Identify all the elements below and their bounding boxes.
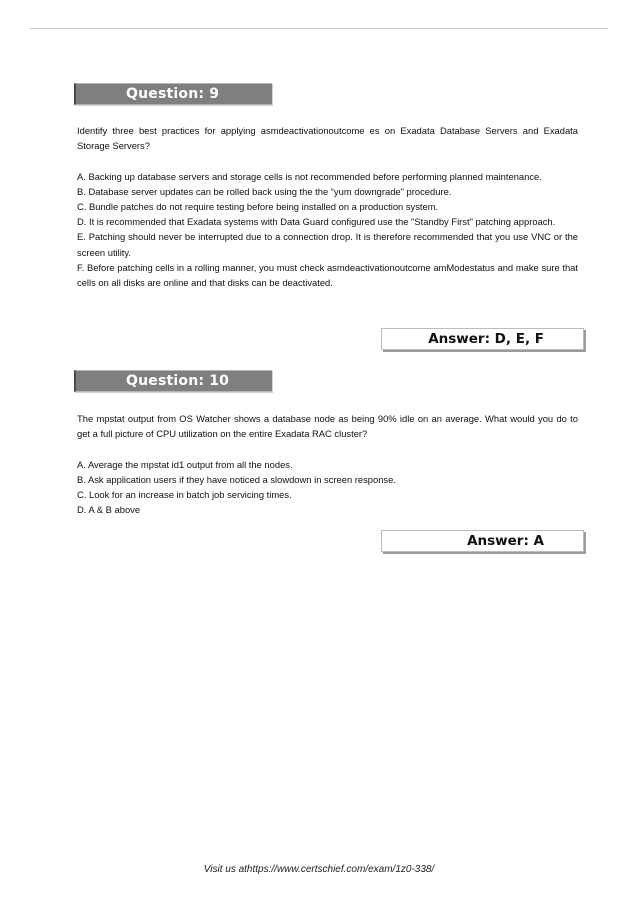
question-10-answer: Answer: A [467,533,544,549]
question-9-option-c: C. Bundle patches do not require testing before being installed on a production system. [77,201,439,212]
question-10-option-c: C. Look for an increase in batch job servicing times. [77,489,292,500]
question-9-banner [74,83,272,105]
question-10-stem: The mpstat output from OS Watcher shows a database node as being 90% idle on an average. What would you do to get a full picture of CPU utilization on the entire Exadata RAC cluster? [77,413,578,440]
footer-link[interactable]: Visit us athttps://www.certschief.com/exam/1z0-338/ [203,864,435,875]
question-10-option-a: A. Average the mpstat id1 output from all the nodes. [77,458,293,470]
question-9-option-b: B. Database server updates can be rolled back using the the “yum downgrade" procedure. [77,185,452,197]
question-9-answer: Answer: D, E, F [428,331,544,347]
header-rule [30,28,608,29]
question-10-title: Question: 10 [126,373,230,389]
question-9-answer-box [381,328,584,350]
question-9-option-d: D. It is recommended that Exadata systems with Data Guard configured use the "Standby First" patching approach. [77,216,556,228]
question-10-option-b: B. Ask application users if they have noticed a slowdown in screen response. [77,473,396,485]
question-9-stem: Identify three best practices for applying asmdeactivationoutcome es on Exadata Database Servers and Exadata Storage Servers? [77,125,578,152]
question-10-option-d: D. A & B above [77,504,141,516]
question-9-option-e: E. Patching should never be interrupted due to a connection drop. It is therefore recommended that you use VNC or the screen utility. [77,231,578,258]
question-9-option-a: A. Backing up database servers and storage cells is not recommended before performing planned maintenance. [77,170,542,182]
question-10-body [77,411,578,517]
question-10-banner [74,370,272,392]
question-9-option-f: F. Before patching cells in a rolling manner, you must check asmdeactivationoutcome amModestatus and make sure that cells on all disks are online and that disks can be deactivated. [77,261,578,289]
question-9-body [77,123,578,290]
question-9-title: Question: 9 [126,86,220,102]
question-10-answer-box [381,530,584,552]
